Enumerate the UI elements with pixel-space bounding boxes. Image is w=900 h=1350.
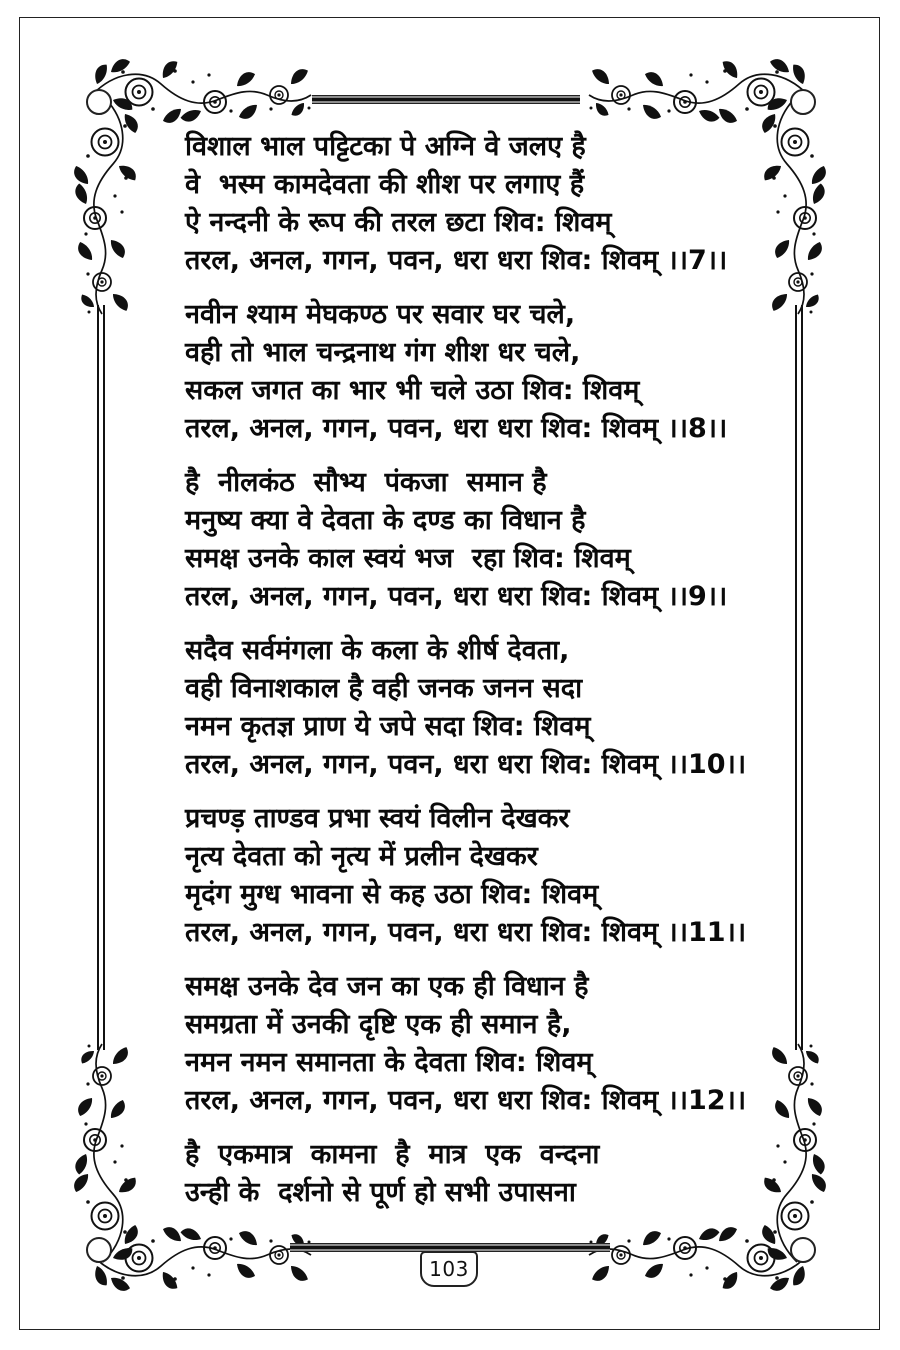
floral-vine-icon (765, 1040, 835, 1270)
verse-line: वे भस्म कामदेवता की शीश पर लगाए हैं (185, 169, 585, 200)
verse-line: नवीन श्याम मेघकण्ठ पर सवार घर चले, (185, 299, 576, 330)
floral-vine-icon (765, 88, 835, 318)
verse-line: नमन नमन समानता के देवता शिव: शिवम् (185, 1047, 593, 1078)
verse-line: समक्ष उनके काल स्वयं भज रहा शिव: शिवम् (185, 543, 631, 574)
right-rule (795, 305, 803, 1050)
verse-line: उन्ही के दर्शनो से पूर्ण हो सभी उपासना (185, 1177, 576, 1208)
verse-line: तरल, अनल, गगन, पवन, धरा धरा शिव: शिवम् ।।11।। (185, 917, 747, 948)
corner-ring-icon (86, 1237, 112, 1263)
verse-text-block (185, 128, 775, 1228)
verse-line: प्रचण्ड़ ताण्डव प्रभा स्वयं विलीन देखकर (185, 803, 570, 834)
stanza (185, 968, 775, 1120)
corner-ring-icon (790, 1237, 816, 1263)
corner-ring-icon (86, 89, 112, 115)
verse-line: नृत्य देवता को नृत्य में प्रलीन देखकर (185, 841, 538, 872)
verse-line: मनुष्य क्या वे देवता के दण्ड का विधान है (185, 505, 586, 536)
top-rule (312, 95, 580, 104)
verse-line: मृदंग मुग्ध भावना से कह उठा शिव: शिवम् (185, 879, 599, 910)
floral-vine-icon (65, 88, 135, 318)
stanza (185, 128, 775, 280)
verse-line: विशाल भाल पट्टिटका पे अग्नि वे जलए है (185, 131, 586, 162)
verse-line: वही तो भाल चन्द्रनाथ गंग शीश धर चले, (185, 337, 581, 368)
verse-line: सकल जगत का भार भी चले उठा शिव: शिवम् (185, 375, 640, 406)
verse-line: है नीलकंठ सौभ्य पंकजा समान है (185, 467, 547, 498)
left-rule (97, 305, 105, 1050)
floral-vine-icon (65, 1040, 135, 1270)
verse-line: समक्ष उनके देव जन का एक ही विधान है (185, 971, 589, 1002)
verse-line: नमन कृतज्ञ प्राण ये जपे सदा शिव: शिवम् (185, 711, 591, 742)
stanza (185, 800, 775, 952)
stanza (185, 1136, 775, 1212)
stanza (185, 296, 775, 448)
verse-line: तरल, अनल, गगन, पवन, धरा धरा शिव: शिवम् ।।12।। (185, 1085, 747, 1116)
verse-line: तरल, अनल, गगन, पवन, धरा धरा शिव: शिवम् ।।10।। (185, 749, 747, 780)
stanza (185, 464, 775, 616)
verse-line: तरल, अनल, गगन, पवन, धरा धरा शिव: शिवम् ।।9।। (185, 581, 728, 612)
stanza (185, 632, 775, 784)
verse-line: तरल, अनल, गगन, पवन, धरा धरा शिव: शिवम् ।।7।। (185, 245, 728, 276)
page-number-badge (420, 1251, 478, 1287)
corner-ring-icon (790, 89, 816, 115)
verse-line: है एकमात्र कामना है मात्र एक वन्दना (185, 1139, 600, 1170)
verse-line: वही विनाशकाल है वही जनक जनन सदा (185, 673, 583, 704)
verse-line: ऐ नन्दनी के रूप की तरल छटा शिव: शिवम् (185, 207, 612, 238)
page-number-text: 103 (429, 1257, 469, 1281)
verse-line: समग्रता में उनकी दृष्टि एक ही समान है, (185, 1009, 572, 1040)
verse-line: सदैव सर्वमंगला के कला के शीर्ष देवता, (185, 635, 570, 666)
verse-line: तरल, अनल, गगन, पवन, धरा धरा शिव: शिवम् ।।8।। (185, 413, 728, 444)
